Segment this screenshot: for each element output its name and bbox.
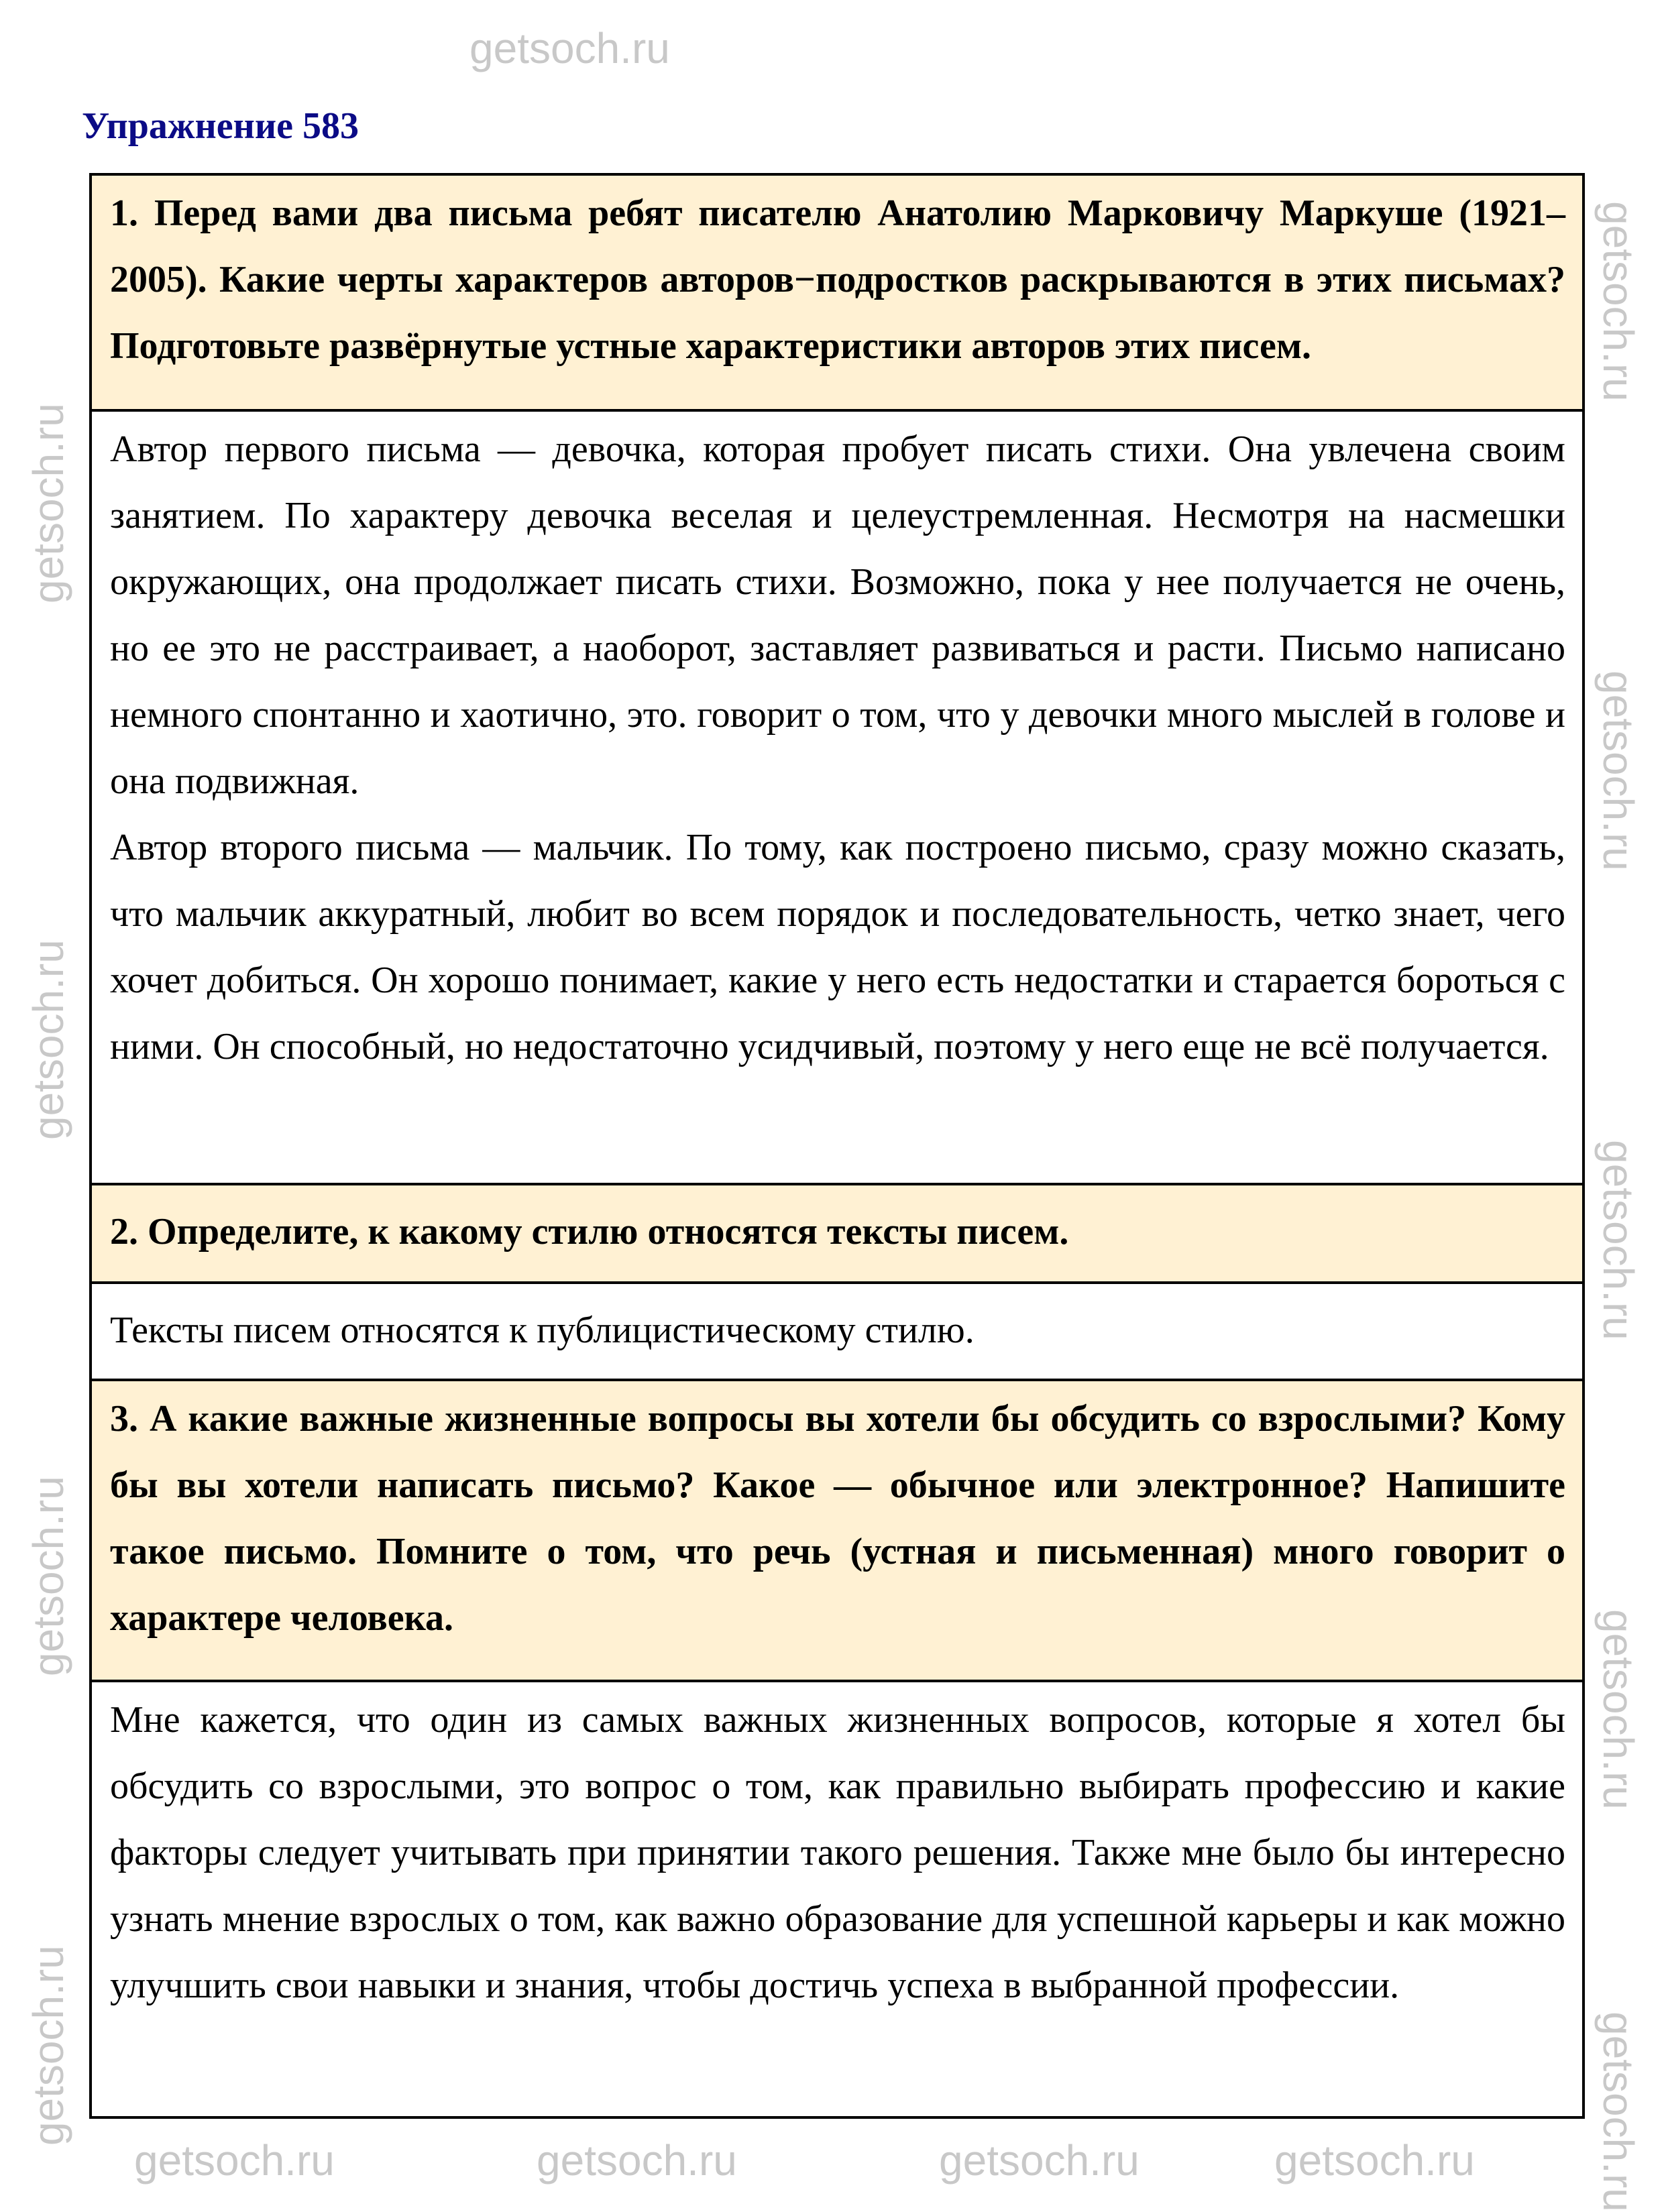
watermark: getsoch.ru <box>1594 1140 1643 1340</box>
question-3 <box>92 1381 1582 1682</box>
answer-1 <box>92 412 1582 1185</box>
answer-3 <box>92 1682 1582 2116</box>
exercise-table <box>89 173 1585 2119</box>
question-3-text: 3. А какие важные жизненные вопросы вы хотели бы обсудить со взрослыми? Кому бы вы хотели написать письмо? Какое — обычное или электронное? Напишите такое письмо. Помните о том, что речь (устная и письменная) много говорит о характере человека. <box>110 1398 1565 1639</box>
answer-3-paragraph-1: Мне кажется, что один из самых важных жизненных вопросов, которые я хотел бы обсудить со взрослыми, это вопрос о том, как правильно выбирать профессию и какие факторы следует учитывать при принятии такого решения. Также мне было бы интересно узнать мнение взрослых о том, как важно образование для успешной карьеры и как можно улучшить свои навыки и знания, чтобы достичь успеха в выбранной профессии. <box>110 1699 1565 2006</box>
answer-2-paragraph-1: Тексты писем относятся к публицистическому стилю. <box>110 1309 975 1351</box>
question-1-text: 1. Перед вами два письма ребят писателю Анатолию Марковичу Маркуше (1921–2005). Какие черты характеров авторов−подростков раскрываются в этих письмах? Подготовьте развёрнутые устные характеристики авторов этих писем. <box>110 192 1565 367</box>
watermark: getsoch.ru <box>1594 1609 1643 1810</box>
watermark: getsoch.ru <box>1594 201 1643 402</box>
watermark: getsoch.ru <box>939 2136 1140 2185</box>
question-2 <box>92 1185 1582 1284</box>
answer-2 <box>92 1284 1582 1381</box>
answer-1-paragraph-2: Автор второго письма — мальчик. По тому, как построено письмо, сразу можно сказать, что мальчик аккуратный, любит во всем порядок и последовательность, четко знает, чего хочет добиться. Он хорошо понимает, какие у него есть недостатки и старается бороться с ними. Он способный, но недостаточно усидчивый, поэтому у него еще не всё получается. <box>110 827 1565 1067</box>
watermark: getsoch.ru <box>1274 2136 1475 2185</box>
question-2-text: 2. Определите, к какому стилю относятся тексты писем. <box>110 1211 1069 1253</box>
watermark: getsoch.ru <box>1594 671 1643 871</box>
watermark: getsoch.ru <box>1594 2012 1643 2212</box>
bottom-watermark-strip <box>0 2132 1666 2193</box>
question-1 <box>92 176 1582 412</box>
watermark: getsoch.ru <box>537 2136 737 2185</box>
watermark: getsoch.ru <box>469 24 670 72</box>
watermark: getsoch.ru <box>24 403 72 603</box>
watermark: getsoch.ru <box>134 2136 335 2185</box>
watermark: getsoch.ru <box>24 939 72 1140</box>
watermark: getsoch.ru <box>24 1476 72 1676</box>
exercise-title: Упражнение 583 <box>82 105 359 147</box>
answer-1-paragraph-1: Автор первого письма — девочка, которая пробует писать стихи. Она увлечена своим занятием. По характеру девочка веселая и целеустремленная. Несмотря на насмешки окружающих, она продолжает писать стихи. Возможно, пока у нее получается не очень, но ее это не расстраивает, а наоборот, заставляет развиваться и расти. Письмо написано немного спонтанно и хаотично, это. говорит о том, что у девочки много мыслей в голове и она подвижная. <box>110 428 1565 802</box>
watermark: getsoch.ru <box>24 1945 72 2146</box>
